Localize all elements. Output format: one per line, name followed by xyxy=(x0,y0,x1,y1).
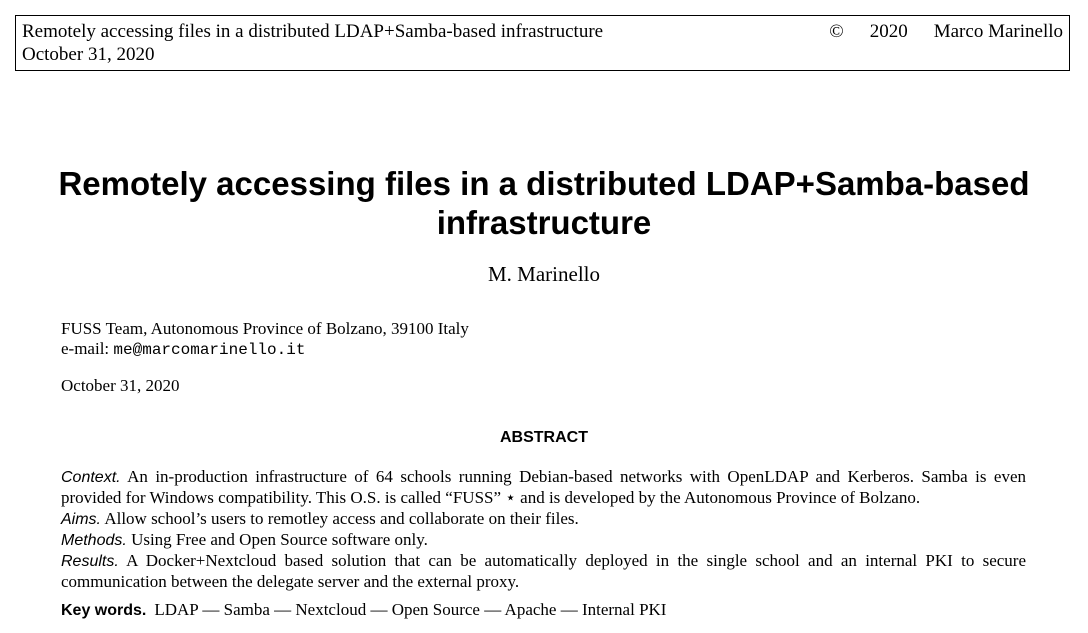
aims-label: Aims. xyxy=(61,510,101,528)
running-header xyxy=(15,15,1070,71)
keywords-label: Key words. xyxy=(61,602,147,619)
abstract-aims xyxy=(61,509,1026,530)
methods-label: Methods. xyxy=(61,531,127,549)
paper-date: October 31, 2020 xyxy=(61,376,180,395)
keywords-text: LDAP — Samba — Nextcloud — Open Source — Apache — Internal PKI xyxy=(154,600,667,619)
header-date: October 31, 2020 xyxy=(22,44,155,65)
email-link[interactable]: me@marcomarinello.it xyxy=(113,341,306,359)
affiliation: FUSS Team, Autonomous Province of Bolzano, 39100 Italy xyxy=(61,319,469,338)
aims-text: Allow school’s users to remotley access and collaborate on their files. xyxy=(104,508,579,528)
email-label: e-mail: xyxy=(61,339,114,358)
abstract-methods xyxy=(61,530,1026,551)
results-label: Results. xyxy=(61,553,119,571)
abstract-heading: ABSTRACT xyxy=(500,429,588,446)
affiliation-block xyxy=(61,319,469,360)
context-label: Context. xyxy=(61,469,121,486)
copyright-symbol: © xyxy=(829,21,844,42)
context-text: An in-production infrastructure of 64 schools running Debian-based networks with OpenLDAP and Kerberos. Samba is even provided for Windows compatibility. This O.S. is called “FUSS” ⋆ and is developed by the Autonomous Province of Bolzano. xyxy=(61,467,1027,508)
header-right xyxy=(829,20,1063,43)
keywords xyxy=(61,600,666,620)
paper-author: M. Marinello xyxy=(488,262,600,286)
header-title: Remotely accessing files in a distributed LDAP+Samba-based infrastructure xyxy=(22,21,604,42)
results-text: A Docker+Nextcloud based solution that can be automatically deployed in the single school and an internal PKI to secure communication between the delegate server and the external proxy. xyxy=(61,551,1027,592)
abstract-context xyxy=(61,467,1026,509)
abstract-results xyxy=(61,551,1026,593)
methods-text: Using Free and Open Source software only. xyxy=(131,529,428,549)
header-author: Marco Marinello xyxy=(933,21,1063,42)
abstract-body xyxy=(61,467,1026,593)
paper-title: Remotely accessing files in a distributed LDAP+Samba-based infrastructure xyxy=(58,165,1030,241)
header-year: 2020 xyxy=(869,21,908,42)
email-line xyxy=(61,339,469,360)
header-left xyxy=(22,20,603,66)
